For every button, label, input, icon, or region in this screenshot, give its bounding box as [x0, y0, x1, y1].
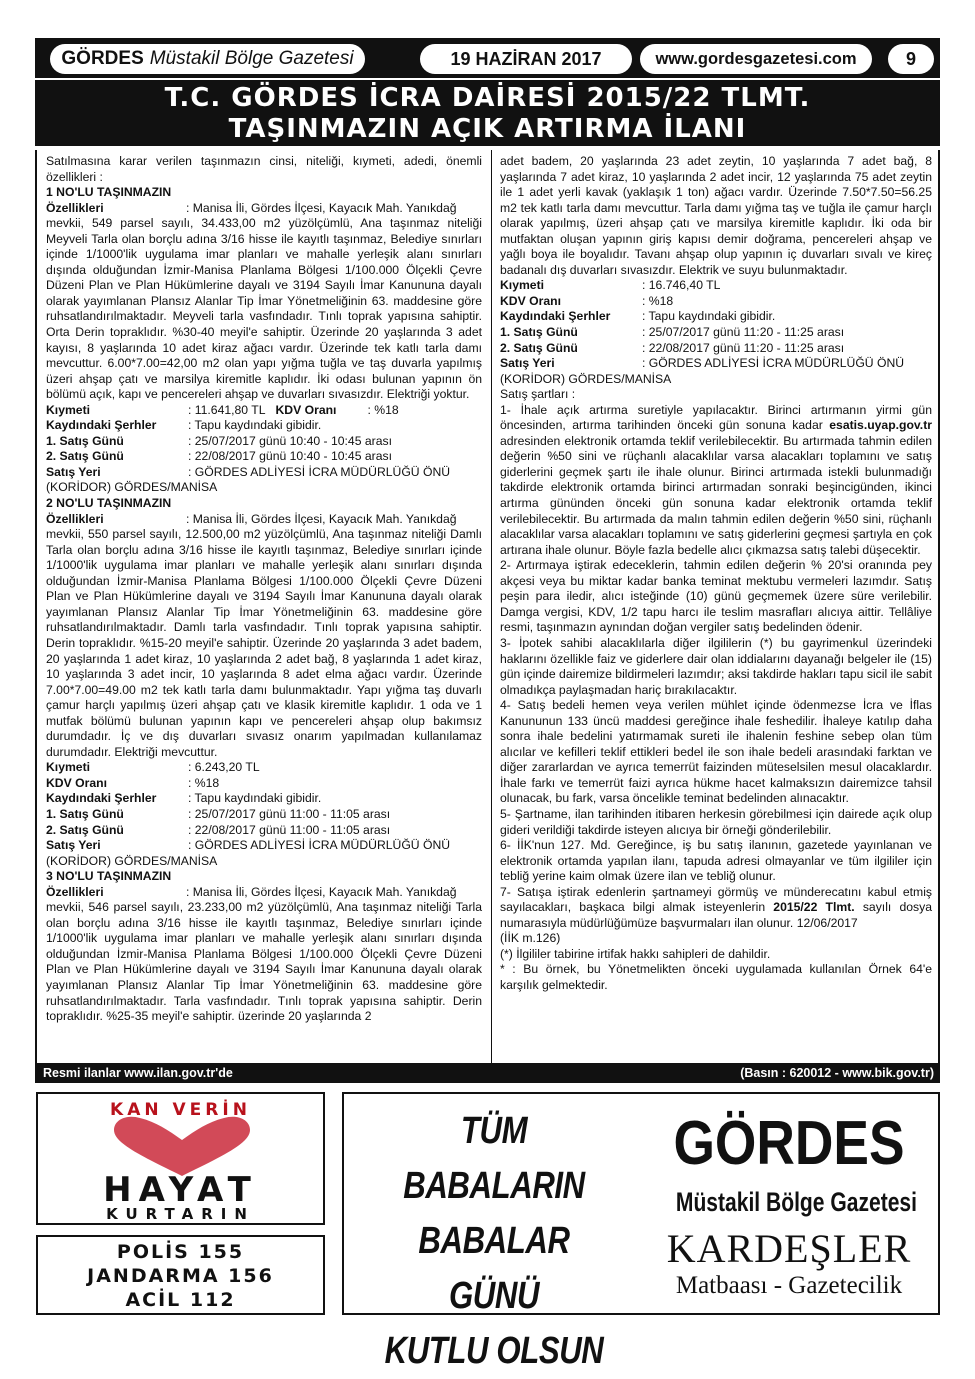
website-link[interactable]: www.gordesgazetesi.com [640, 44, 872, 74]
column-divider [491, 150, 492, 1063]
term-1-a: 1- İhale açık artırma suretiyle yapılacaktır. Birinci artırmanın yirmi gün öncesinden, artırma tarihinden önceki gün sonuna kadar [500, 402, 932, 433]
brand-kardesler: KARDEŞLER [666, 1226, 912, 1271]
value-text: : 16.746,40 TL [642, 278, 721, 293]
term-5: 5- Şartname, ilan tarihinden itibaren herkesin görebilmesi için dairede açık olup gideri verildiği takdirde isteyen alıcıya bir örneği gönderilebilir. [500, 806, 932, 837]
value-label: Kıymeti [46, 760, 91, 775]
title-line-1: T.C. GÖRDES İCRA DAİRESİ 2015/22 TLMT. [164, 83, 811, 113]
property-2-description: mevkii, 550 parsel sayılı, 12.500,00 m2 yüzölçümlü, Ana taşınmaz niteliği Damlı Tarla olan borçlu adına 3/16 hisse ile kayıtlı taşınmaz, Belediye sınırları içinde 1/1000'lik uygulama imar planları ve mahalle yerleşik alanı sınırları dışında olduğundan İzmir-Manisa Planlama Bölgesi 1/100.000 Ölçekli Çevre Düzeni Plan ve Plan Hükümlerine dayalı ve 3194 Sayılı İmar Kanununa dayalı olarak yayımlanan Plansız Alanlar Tip İmar Yönetmeliğinin 63. maddesine göre ruhsatlandırılmaktadır. Damlı tarla vasfındadır. Tınlı toprak yapısına sahiptir. Derin topraklıdır. %15-20 meyil'e sahiptir. Üzerinde 20 yaşlarında 3 adet badem, 20 yaşlarında 1 adet kiraz, 10 yaşlarında 2 adet bağ, 8 yaşlarında 1 adet kiraz, 10 yaşlarında 3 adet incir, 10 yaşlarında 8 adet elma ağacı vardır. Üzerinde 7.00*7.00=49.00 m2 tek katlı tarla damı bulunmaktadır. Yapı yığma taş duvarlı çamur harçlı yapılmış üzeri ahşap çatı ve klasik kiremitle kaplıdır. 1 oda ve 1 mutfak bölümü bulunan yapının kapı ve pencereleri ahşap olup bakımsız durumdadır. İç ve dış duvarları sıvasız onarım yapılmadan kullanılamaz durumdadır. Elektriği mevcuttur. [46, 527, 482, 759]
fathers-day-line-4: KUTLU OLSUN [384, 1330, 604, 1372]
vat-text: : %18 [188, 775, 220, 790]
sale-day-1-text: : 25/07/2017 günü 10:40 - 10:45 arası [188, 433, 392, 448]
title-line-2: TAŞINMAZIN AÇIK ARTIRMA İLANI [228, 114, 747, 144]
sale-day-1-label: 1. Satış Günü [46, 806, 124, 821]
vat-label: KDV Oranı [46, 775, 107, 790]
vat-text: : %18 [642, 293, 674, 308]
features-label: Özellikleri [46, 884, 104, 899]
annotations-text: : Tapu kaydındaki gibidir. [642, 309, 776, 324]
term-2: 2- Artırmaya iştirak edeceklerin, tahmin edilen değerin % 20'si oranında pey akçesi veya bu miktar kadar banka teminat mektubu vermeleri lazımdır. Satış peşin para iledir, alıcı isteğinde (10) günü geçmemek üzere süre verilebilir. Damga vergisi, KDV, 1/2 tapu harcı ile teslim masrafları alıcıya aittir. Tellâliye resmi, taşınmazın aynından doğan vergiler satış bedelinden ödenir. [500, 558, 932, 635]
page-number: 9 [888, 44, 934, 74]
footnote-1: (*) İlgililer tabirine irtifak hakkı sahipleri de dahildir. [500, 946, 771, 961]
sale-place-label: Satış Yeri [46, 838, 101, 853]
property-3-sale-place-2: (KORİDOR) GÖRDES/MANİSA [500, 371, 672, 386]
annotations-label: Kaydındaki Şerhler [46, 418, 157, 433]
value-label: Kıymeti [46, 402, 91, 417]
vat-label: KDV Oranı [500, 293, 561, 308]
blood-ad-bottom-text: KURTARIN [106, 1205, 255, 1223]
paper-name [50, 44, 365, 74]
property-3-features [46, 885, 482, 901]
features-start: : Manisa İli, Gördes İlçesi, Kayacık Mah. Yanıkdağ [186, 200, 457, 215]
paper-name-italic: Müstakil Bölge Gazetesi [149, 48, 354, 69]
term-4: 4- Satış bedeli hemen veya verilen mühlet içinde ödenmezse İcra ve İflas Kanununun 133 üncü maddesi gereğince ihale feshedilir. İhaleye katılıp daha sonra ihale bedelini yatırmamak sureti ile ihalenin feshine sebep olan tüm alıcılar ve kefilleri teklif ettikleri bedel ile son ihale bedeli arasındaki farktan ve diğer zararlardan ve ayrıca temerrüt faizinden müteselsilen mesul olacaklardır. İhale farkı ve temerrüt faizi ayrıca hükme hacet kalmaksızın dairemizce tahsil olunacak, bu fark, varsa öncelikle teminat bedelinden alınacaktır. [500, 698, 932, 806]
property-2-sale-day-2 [46, 823, 482, 839]
sale-day-2-label: 2. Satış Günü [500, 340, 578, 355]
vat-label: KDV Oranı [275, 402, 337, 417]
property-3-sale-place [500, 356, 932, 372]
property-2-sale-place-2: (KORİDOR) GÖRDES/MANİSA [46, 853, 218, 868]
features-label: Özellikleri [46, 511, 104, 526]
publisher-ad [342, 1092, 940, 1372]
sale-day-1-text: : 25/07/2017 günü 11:00 - 11:05 arası [188, 806, 391, 821]
sale-day-2-label: 2. Satış Günü [46, 449, 124, 464]
brand-logo-name: GÖRDES [673, 1109, 905, 1178]
property-2-sale-place [46, 838, 482, 854]
right-column [500, 154, 932, 994]
term-6: 6- İİK'nun 127. Md. Gereğince, iş bu satış ilanının, gazetede yayınlanan ve elektronik ortamda yapılan ilanı, tapuda adresi olmayanlar ve tüm ilgililer için tebliğ yerine kaim olmak üzere ilan ve tebliğ olunur. [500, 838, 932, 884]
sale-place-text: : GÖRDES ADLİYESİ İCRA MÜDÜRLÜĞÜ ÖNÜ [188, 464, 451, 479]
term-1-c: adresinden elektronik ortamda teklif verilebilecektir. Bu artırmada tahmin edilen değerin %50 sini ve rüçhanlı alacaklılar varsa alacakları toplamını ve satış giderlerini geçmek şartı ile ihale olunur. Birinci artırmada istekli bulunmadığı takdirde elektronik ortamda birinci artırmadan sonraki beşincigünden, ikinci artırma gününden önceki gün sonuna kadar elektronik ortamda teklif verilebilecektir. Bu artırmada da malın tahmin edilen değerin %50 sini, rüçhanlı alacaklılar varsa alacakları toplamını ve satış giderlerini geçmesi şartıyla en çok artırana ihale olunur. Böyle fazla bedelle alıcı çıkmazsa satış talebi düşecektir. [500, 433, 932, 557]
annotations-text: : Tapu kaydındaki gibidir. [188, 418, 322, 433]
property-2-sale-day-1 [46, 807, 482, 823]
notice-body [35, 150, 940, 1063]
property-1-sale-place [46, 465, 482, 481]
esatis-link[interactable]: esatis.uyap.gov.tr [829, 418, 932, 433]
emergency-numbers [36, 1235, 325, 1315]
property-3-vat [500, 294, 932, 310]
emergency-number: ACİL 112 [125, 1289, 236, 1311]
features-start: : Manisa İli, Gördes İlçesi, Kayacık Mah. Yanıkdağ [186, 884, 457, 899]
notice-footer [35, 1063, 940, 1083]
fathers-day-line-2: BABALARIN [403, 1165, 585, 1207]
vat-text: : %18 [367, 402, 399, 417]
paper-name-bold: GÖRDES [61, 48, 144, 69]
issue-date: 19 HAZİRAN 2017 [420, 44, 632, 74]
sale-day-2-text: : 22/08/2017 günü 11:20 - 11:25 arası [642, 340, 845, 355]
property-1-description: mevkii, 549 parsel sayılı, 34.433,00 m2 yüzölçümlü, Ana taşınmaz niteliği Meyveli Tarla olan borçlu adına 3/16 hisse ile kayıtlı taşınmaz, Belediye sınırları içinde 1/1000'lik uygulama imar planları ve mahalle yerleşik alanı sınırları dışında olduğundan İzmir-Manisa Planlama Bölgesi 1/100.000 Ölçekli Çevre Düzeni Plan ve Plan Hükümlerine dayalı ve 3194 Sayılı İmar Kanununa dayalı olarak yayımlanan Plansız Alanlar Tip İmar Yönetmeliğinin 63. maddesine göre ruhsatlandırılmaktadır. Meyveli tarla vasfındadır. Tınlı toprak yapısına sahiptir. Orta Derin topraklıdır. %30-40 meyil'e sahiptir. Üzerinde 20 yaşlarında 3 adet kayısı, 8 yaşlarında 10 adet kiraz ağacı vardır. Üzerinde tek katlı tarla damı mevcuttur. 6.00*7.00=42,00 m2 olan yapı yığma tuğla ve taş duvarla yapılmış üzeri ahşap çatı ve marsilya kiremitle kaplıdır. İki odası bulunan yapının ön bölümü açık, kapı ve pencereleri ahşap ve duvarları sıvasızdır. Elektriği yoktur. [46, 216, 482, 402]
gendarmerie-number: JANDARMA 156 [87, 1265, 274, 1287]
blood-ad-big-text: HAYAT [103, 1170, 258, 1210]
value-text: : 6.243,20 TL [188, 760, 260, 775]
value-text: : 11.641,80 TL [188, 402, 266, 417]
property-2-annotations [46, 791, 482, 807]
intro-text: Satılmasına karar verilen taşınmazın cinsi, niteliği, kıymeti, adedi, önemli özellikleri : [46, 154, 482, 184]
sale-day-2-text: : 22/08/2017 günü 11:00 - 11:05 arası [188, 822, 391, 837]
features-start: : Manisa İli, Gördes İlçesi, Kayacık Mah. Yanıkdağ [186, 511, 457, 526]
blood-ad-top-text: KAN VERİN [110, 1100, 251, 1120]
heart-icon [106, 1116, 258, 1178]
property-1-sale-place-2: (KORİDOR) GÖRDES/MANİSA [46, 480, 218, 495]
property-1-heading: 1 NO'LU TAŞINMAZIN [46, 185, 172, 200]
fathers-day-line-1: TÜM [460, 1110, 528, 1152]
property-3-sale-day-2 [500, 341, 932, 357]
sale-place-label: Satış Yeri [500, 356, 555, 371]
notice-title [35, 80, 940, 146]
left-column [46, 154, 482, 1025]
brand-subtitle: Müstakil Bölge Gazetesi [675, 1187, 917, 1217]
sale-day-1-label: 1. Satış Günü [500, 325, 578, 340]
sale-day-2-label: 2. Satış Günü [46, 822, 124, 837]
property-1-annotations [46, 418, 482, 434]
property-1-value [46, 403, 482, 419]
term-7 [500, 885, 932, 932]
fathers-day-line-3: BABALAR GÜNÜ [418, 1220, 570, 1317]
property-3-description: mevkii, 546 parsel sayılı, 23.233,00 m2 yüzölçümlü, Ana taşınmaz niteliği Tarla olan borçlu adına 3/16 hisse ile kayıtlı taşınmaz, Belediye sınırları içinde 1/1000'lik uygulama imar planları ve mahalle yerleşik alanı sınırları dışında olduğundan İzmir-Manisa Planlama Bölgesi 1/100.000 Ölçekli Çevre Düzeni Plan ve Plan Hükümlerine dayalı ve 3194 Sayılı İmar Kanununa dayalı olarak yayımlanan Plansız Alanlar Tip İmar Yönetmeliğinin 63. maddesine göre ruhsatlandırılmaktadır. Tarla vasfındadır. Tınlı toprak yapısına sahiptir. Derin topraklıdır. %25-35 meyil'e sahiptir. üzerinde 20 yaşlarında 2 [46, 900, 482, 1024]
sale-place-text: : GÖRDES ADLİYESİ İCRA MÜDÜRLÜĞÜ ÖNÜ [642, 356, 905, 371]
property-1-features [46, 201, 482, 217]
sale-day-2-text: : 22/08/2017 günü 10:40 - 10:45 arası [188, 449, 392, 464]
term-7-c: sayılı dosya numarasıyla müdürlüğümüze başvurmaları ilan olunur. 12/06/2017 [500, 900, 932, 930]
features-label: Özellikleri [46, 200, 104, 215]
fathers-day-message [374, 1104, 613, 1379]
term-7-a: 7- Satışa iştirak edenlerin şartnameyi görmüş ve münderecatını kabul etmiş sayılacakları, başkaca bilgi almak isteyenlerin [500, 884, 932, 915]
brand-print-house: Matbaası - Gazetecilik [675, 1272, 903, 1299]
value-label: Kıymeti [500, 278, 545, 293]
property-3-annotations [500, 309, 932, 325]
blood-donation-ad [36, 1092, 325, 1225]
sale-place-text: : GÖRDES ADLİYESİ İCRA MÜDÜRLÜĞÜ ÖNÜ [188, 838, 451, 853]
property-2-features [46, 512, 482, 528]
property-3-description-cont: adet badem, 20 yaşlarında 23 adet zeytin, 10 yaşlarında 7 adet bağ, 8 yaşlarında 7 adet kiraz, 10 yaşlarında 2 adet incir, 12 yaşlarında 75 adet zeytin ile 1 adet yerli kavak (yaklaşık 1 ton) ağacı vardır. Üzerinde 7.50*7.50=56.25 m2 tek katlı tarla damı mevcuttur. Tarla damı yığma taş ve tuğla ile çamur harçlı olarak yapılmış, üzeri ahşap çatı ve marsilya kiremitle kaplıdır. İki oda bir mutfaktan oluşan yapının giriş kapısı demir doğrama, pencereleri ahşap ve yağlı boya ile boyalıdır. Tavanı ahşap olup yapının iç duvarları sıvalı ve kireç badanalı dış duvarları sıvasızdır. Elektrik ve suyu bulunmaktadır. [500, 154, 932, 277]
sale-terms-heading: Satış şartları : [500, 387, 576, 402]
property-1-sale-day-2 [46, 449, 482, 465]
property-3-heading: 3 NO'LU TAŞINMAZIN [46, 869, 172, 884]
police-number: POLİS 155 [116, 1241, 245, 1263]
annotations-text: : Tapu kaydındaki gibidir. [188, 791, 322, 806]
file-number: 2015/22 Tlmt. [773, 900, 855, 915]
annotations-label: Kaydındaki Şerhler [46, 791, 157, 806]
property-1-sale-day-1 [46, 434, 482, 450]
property-2-vat [46, 776, 482, 792]
sale-day-1-label: 1. Satış Günü [46, 433, 124, 448]
term-3: 3- İpotek sahibi alacaklılarla diğer ilgililerin (*) bu gayrimenkul üzerindeki haklarını özellikle faiz ve giderlere dair olan iddialarını dayanağı belgeler ile (15) gün içinde dairemize bildirmeleri lazımdır; aksi takdirde hakları tapu sicil ile sabit olmadıkça paylaşmadan hariç bırakılacaktır. [500, 635, 932, 697]
property-2-heading: 2 NO'LU TAŞINMAZIN [46, 496, 172, 511]
official-ads-link[interactable]: Resmi ilanlar www.ilan.gov.tr'de [43, 1066, 233, 1080]
term-1 [500, 403, 932, 558]
footnote-2: * : Bu örnek, bu Yönetmelikten önceki uygulamada kullanılan Örnek 64'e karşılık gelmektedir. [500, 962, 932, 992]
property-2-value [46, 760, 482, 776]
sale-day-1-text: : 25/07/2017 günü 11:20 - 11:25 arası [642, 325, 845, 340]
annotations-label: Kaydındaki Şerhler [500, 309, 611, 324]
property-3-value [500, 278, 932, 294]
sale-place-label: Satış Yeri [46, 464, 101, 479]
press-code: (Basın : 620012 - www.bik.gov.tr) [740, 1066, 934, 1080]
property-3-sale-day-1 [500, 325, 932, 341]
iik-reference: (İİK m.126) [500, 931, 561, 946]
